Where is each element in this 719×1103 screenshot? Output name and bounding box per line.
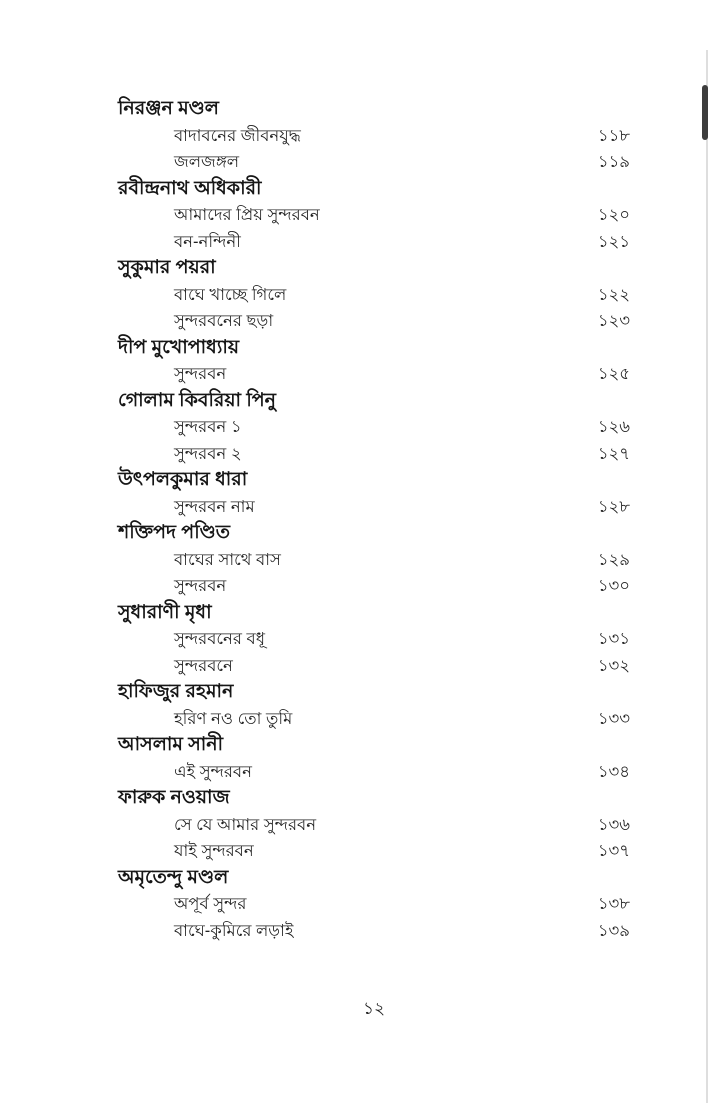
toc-entry-page-number: ১২৭ — [597, 444, 630, 463]
toc-entry-title: জলজঙ্গল — [174, 153, 240, 171]
toc-entry-title: সুন্দরবন — [174, 577, 227, 595]
toc-author-name: হাফিজুর রহমান — [118, 681, 234, 702]
toc-entry-row — [118, 229, 630, 256]
toc-entry-title: সুন্দরবন ১ — [174, 418, 242, 436]
toc-entry-row — [118, 573, 630, 600]
toc-entry-row — [118, 282, 630, 309]
scrollbar-thumb[interactable] — [702, 85, 708, 140]
toc-entry-page-number: ১২৯ — [597, 550, 630, 569]
toc-entry-title: বাঘে খাচ্ছে গিলে — [174, 285, 287, 304]
toc-author-name: অমৃতেন্দু মণ্ডল — [118, 866, 229, 888]
toc-entry-row — [118, 202, 630, 229]
toc-entry-title: অপূর্ব সুন্দর — [174, 895, 247, 913]
toc-entry-page-number: ১২৫ — [597, 365, 630, 383]
toc-entry-page-number: ১২৮ — [597, 497, 630, 516]
toc-entry-row — [118, 361, 630, 388]
toc-entry-page-number: ১২৩ — [597, 312, 630, 330]
toc-entry-title: সুন্দরবনের বধূ — [174, 630, 265, 648]
toc-entry-page-number: ১২২ — [597, 285, 630, 304]
toc-entry-title: যাই সুন্দরবন — [174, 842, 254, 860]
toc-entry-title: সুন্দরবন নাম — [174, 497, 255, 516]
toc-author-name: নিরঞ্জন মণ্ডল — [118, 98, 219, 119]
toc-entry-page-number: ১৩৩ — [597, 709, 630, 728]
toc-entry-page-number: ১৩৭ — [597, 842, 630, 860]
toc-entry-title: সুন্দরবন ২ — [174, 444, 242, 463]
toc-entry-title: সুন্দরবন — [174, 365, 227, 383]
toc-author-name: উৎপলকুমার ধারা — [118, 469, 248, 490]
toc-entry-title: আমাদের প্রিয় সুন্দরবন — [174, 206, 320, 224]
toc-entry-page-number: ১৩১ — [597, 630, 630, 648]
toc-entry-page-number: ১২১ — [597, 232, 630, 251]
toc-author-name: গোলাম কিবরিয়া পিনু — [118, 389, 277, 411]
toc-entry-row — [118, 441, 630, 468]
toc-entry-page-number: ১১৮ — [597, 126, 630, 145]
toc-entry-row — [118, 891, 630, 918]
toc-entry-title: সুন্দরবনের ছড়া — [174, 312, 274, 330]
toc-entry-title: বন-নন্দিনী — [174, 232, 241, 251]
toc-entry-title: হরিণ নও তো তুমি — [174, 709, 293, 728]
toc-entry-title: এই সুন্দরবন — [174, 762, 252, 781]
toc-author-name: আসলাম সানী — [118, 734, 224, 755]
toc-entry-title: সে যে আমার সুন্দরবন — [174, 815, 317, 834]
toc-author-name: ফারুক নওয়াজ — [118, 787, 230, 808]
toc-entry-row — [118, 838, 630, 865]
toc-entry-row — [118, 918, 630, 945]
toc-author-name: সুকুমার পয়রা — [118, 257, 216, 278]
toc-entry-row — [118, 653, 630, 680]
toc-author-name: শক্তিপদ পণ্ডিত — [118, 522, 230, 543]
toc-author-name: সুধারাণী মৃধা — [118, 601, 212, 623]
toc-list — [118, 96, 630, 944]
toc-entry-row — [118, 308, 630, 335]
toc-entry-row — [118, 123, 630, 150]
toc-entry-row — [118, 547, 630, 574]
toc-entry-title: সুন্দরবনে — [174, 656, 233, 675]
toc-entry-row — [118, 494, 630, 521]
toc-entry-row — [118, 414, 630, 441]
scrollbar-track[interactable] — [706, 50, 708, 1103]
toc-entry-page-number: ১৩৮ — [597, 895, 630, 913]
toc-entry-row — [118, 149, 630, 176]
toc-entry-title: বাঘের সাথে বাস — [174, 550, 281, 569]
toc-entry-row — [118, 812, 630, 839]
toc-entry-row — [118, 706, 630, 733]
toc-entry-page-number: ১২০ — [597, 206, 630, 224]
toc-entry-title: বাঘে-কুমিরে লড়াই — [174, 921, 294, 940]
toc-author-name: দীপ মুখোপাধ্যায় — [118, 336, 240, 358]
toc-entry-title: বাদাবনের জীবনযুদ্ধ — [174, 126, 301, 145]
toc-entry-page-number: ১৩৯ — [597, 921, 630, 940]
toc-entry-page-number: ১৩৪ — [597, 762, 630, 781]
toc-entry-page-number: ১৩৬ — [597, 815, 630, 834]
toc-entry-page-number: ১৩০ — [597, 577, 630, 595]
toc-entry-page-number: ১১৯ — [597, 153, 630, 171]
footer-page-number: ১২ — [362, 999, 386, 1018]
toc-entry-page-number: ১২৬ — [597, 418, 630, 436]
toc-author-name: রবীন্দ্রনাথ অধিকারী — [118, 177, 262, 199]
toc-entry-row — [118, 626, 630, 653]
toc-entry-row — [118, 759, 630, 786]
toc-entry-page-number: ১৩২ — [597, 656, 630, 675]
